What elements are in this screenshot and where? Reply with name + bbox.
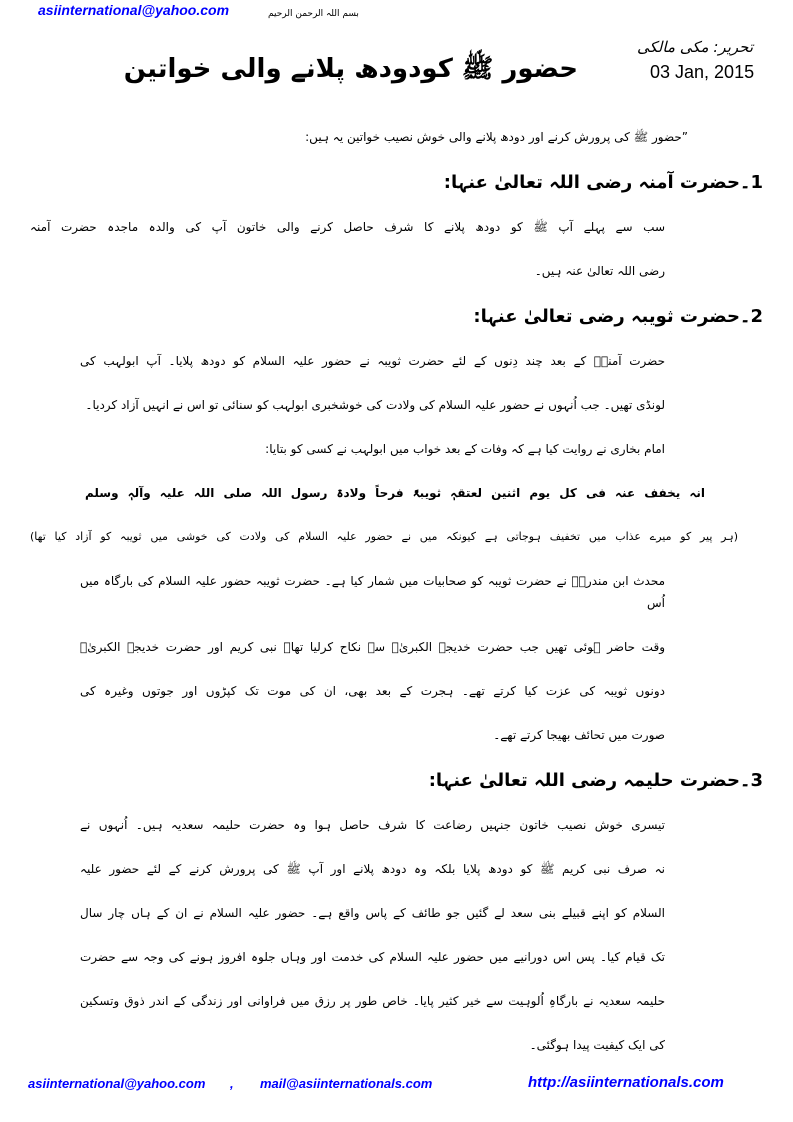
header-email-link[interactable]: asiinternational@yahoo.com bbox=[38, 2, 230, 18]
article-body bbox=[30, 126, 763, 1078]
paragraph-line: کی ایک کیفیت پیدا ہوگئی۔ bbox=[529, 1038, 665, 1052]
paragraph-line: صورت میں تحائف بھیجا کرتے تھے۔ bbox=[493, 728, 665, 742]
author-label: تحریر: bbox=[713, 38, 753, 56]
author-byline bbox=[637, 38, 753, 56]
paragraph-line: نہ صرف نبی کریم ﷺ کو دودھ پلایا بلکہ وہ دودھ پلانے اور آپ ﷺ کی پرورش کرنے کے لئے حضور علیہ bbox=[80, 862, 665, 876]
bismillah: بسم اللہ الرحمن الرحیم bbox=[268, 9, 359, 19]
section-heading-aminah: 1۔حضرت آمنہ رضی اللہ تعالیٰ عنہا: bbox=[443, 172, 763, 193]
paragraph-line: لونڈی تھیں۔ جب اُنہوں نے حضور علیہ السلام کی ولادت کی خوشخبری ابولہب کو سنائی تو اس نے انہیں آزاد کردیا۔ bbox=[85, 398, 665, 412]
paragraph-line: حلیمہ سعدیہ نے بارگاہِ اُلوہیت سے خیر کثیر پایا۔ خاص طور پر رزق میں فراوانی اور زندگی کے اندر ذوق وتسکین bbox=[80, 994, 665, 1008]
paragraph-line: امام بخاری نے روایت کیا ہے کہ وفات کے بعد خواب میں ابولہب نے کسی کو بتایا: bbox=[265, 442, 665, 456]
arabic-quote-line: انہ یخفف عنہ فی کل یوم اثنین لعتقہٖ ثویبۃً فرحاً ولادۃ رسول اللہ صلی اللہ علیہ وآلہٖ وسلم bbox=[85, 486, 705, 500]
footer-separator: , bbox=[230, 1076, 234, 1091]
paragraph-line: دونوں ثویبہ کی عزت کیا کرتے تھے۔ ہجرت کے بعد بھی، ان کی موت تک کپڑوں اور جوتوں وغیرہ کی bbox=[80, 684, 665, 698]
section-heading-halimah: 3۔حضرت حلیمہ رضی اللہ تعالیٰ عنہا: bbox=[428, 770, 763, 791]
paragraph-line: سب سے پہلے آپ ﷺ کو دودھ پلانے کا شرف حاصل کرنے والی خاتون آپ کی والدہ ماجدہ حضرت آمنہ bbox=[30, 220, 665, 234]
footer-email-link[interactable]: asiinternational@yahoo.com bbox=[28, 1076, 206, 1091]
paragraph-line: تک قیام کیا۔ پس اس دورانیے میں حضور علیہ السلام کی خدمت اور وہاں جلوہ افروز ہونے کی وجہ سے حضرت bbox=[80, 950, 665, 964]
paragraph-line: رضی اللہ تعالیٰ عنہ ہیں۔ bbox=[534, 264, 665, 278]
paragraph-line: محدث ابن مندرہؒ نے حضرت ثویبہ کو صحابیات میں شمار کیا ہے۔ حضرت ثویبہ حضور علیہ السلام کی بارگاہ میں اُس bbox=[80, 574, 665, 610]
document-date: 03 Jan, 2015 bbox=[650, 62, 755, 82]
translation-line: (ہر پیر کو میرے عذاب میں تخفیف ہوجاتی ہے کیونکہ میں نے حضور علیہ السلام کی ولادت کی خوشی میں ثویبہ کو آزاد کیا تھا) bbox=[30, 530, 738, 543]
author-name: مکی مالکی bbox=[637, 38, 709, 56]
page-title: حضور ﷺ کودودھ پلانے والی خواتین bbox=[123, 54, 578, 84]
footer bbox=[0, 1076, 793, 1100]
section-heading-thuwaybah: 2۔حضرت ثویبہ رضی تعالیٰ عنہا: bbox=[473, 306, 763, 327]
paragraph-line: وقت حاضر ہوئی تھیں جب حضرت خدیجۃ الکبریٰؓ سے نکاح کرلیا تھا۔ نبی کریم اور حضرت خدیجۃ الکبریٰؓ bbox=[80, 640, 665, 654]
paragraph-line: تیسری خوش نصیب خاتون جنہیں رضاعت کا شرف حاصل ہوا وہ حضرت حلیمہ سعدیہ ہیں۔ اُنہوں نے bbox=[80, 818, 665, 832]
paragraph-line: حضرت آمنہؓ کے بعد چند دِنوں کے لئے حضرت ثویبہ نے حضور علیہ السلام کو دودھ پلایا۔ آپ ابولہب کی bbox=[80, 354, 665, 368]
paragraph-line: السلام کو اپنے قبیلے بنی سعد لے گئیں جو طائف کے پاس واقع ہے۔ حضور علیہ السلام نے ان کے ہاں چار سال bbox=[80, 906, 665, 920]
footer-mail-link[interactable]: mail@asiinternationals.com bbox=[260, 1076, 433, 1091]
intro-line: ”حضور ﷺ کی پرورش کرنے اور دودھ پلانے والی خوش نصیب خواتین یہ ہیں: bbox=[305, 130, 688, 144]
footer-website-link[interactable]: http://asiinternationals.com bbox=[528, 1074, 724, 1091]
